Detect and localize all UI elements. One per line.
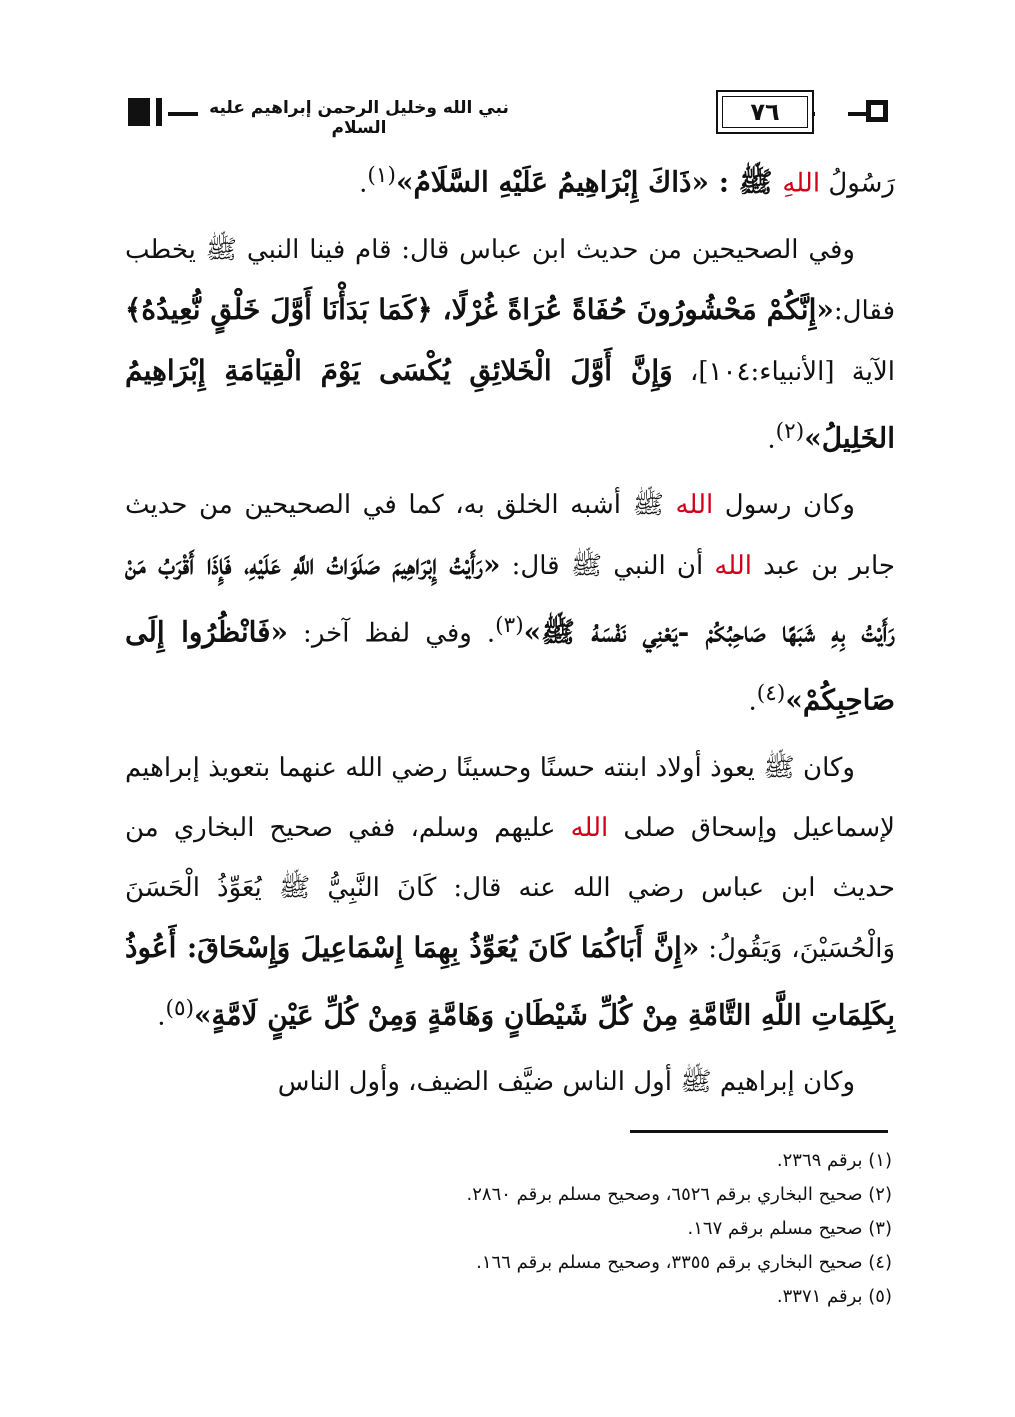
paragraph-1: رَسُولُ اللهِ ﷺ : «ذَاكَ إِبْرَاهِيمُ عَلَيْهِ السَّلَامُ»$^{(١)}$. [359,163,895,199]
header-rule-right [848,112,868,116]
verse-reference: الآية [الأنبياء:١٠٤]، [672,356,896,387]
hadith-quote: «رَأَيْتُ إِبْرَاهِيمَ صَلَوَاتُ اللَّهِ عَلَيْهِ، فَإِذَا أَقْرَبُ مَنْ رَأَيْتُ بِهِ شَبَهًا صَاحِبُكُمْ -يَعْنِي نَفْسَهُ ﷺ» [125,548,896,649]
divine-name: الله [714,551,753,582]
text-run: وفي الصحيحين من حديث ابن عباس قال: قام فينا النبي ﷺ يخطب فقال: [125,234,896,326]
hadith-quote: «فَانْظُرُوا إِلَى صَاحِبِكُمْ» [125,615,895,717]
paragraph-3: وكان رسول الله ﷺ أشبه الخلق به، كما في الصحيحين من حديث جابر بن عبد الله أن النبي ﷺ قال: «رَأَيْتُ إِبْرَاهِيمَ صَلَوَاتُ اللَّهِ عَلَيْهِ، فَإِذَا أَقْرَبُ مَنْ رَأَيْتُ بِهِ شَبَهًا صَاحِبُكُمْ -يَعْنِي نَفْسَهُ ﷺ»$^{(٣)}$. وفي لفظ آخر: «فَانْظُرُوا إِلَى صَاحِبِكُمْ»$^{(٤)}$. [125,490,896,717]
text-run: وكان رسول [713,490,855,521]
paragraph-4: وكان ﷺ يعوذ أولاد ابنته حسنًا وحسينًا رضي الله عنهما بتعويذ إبراهيم لإسماعيل وإسحاق صلى الله عليهم وسلم، ففي صحيح البخاري من حديث ابن عباس رضي الله عنه قال: كَانَ النَّبِيُّ ﷺ يُعَوِّذُ الْحَسَنَ وَالْحُسَيْنَ، وَيَقُولُ: «إِنَّ أَبَاكُمَا كَانَ يُعَوِّذُ بِهِمَا إِسْمَاعِيلَ وَإِسْحَاقَ: أَعُوذُ بِكَلِمَاتِ اللَّهِ التَّامَّةِ مِنْ كُلِّ شَيْطَانٍ وَهَامَّةٍ وَمِنْ كُلِّ عَيْنٍ لَامَّةٍ»$^{(٥)}$. [125,752,895,1032]
footnote-4: (٤) صحيح البخاري برقم ٣٣٥٥، وصحيح مسلم برقم ١٦٦. [476,1252,892,1273]
header-ornament-square [866,100,888,122]
body-text [125,146,895,1112]
divine-name: الله [675,490,714,521]
text-run: ﷺ أشبه الخلق به، كما في الصحيحين من حديث جابر بن عبد [125,490,896,582]
page-number: ٧٦ [750,98,780,126]
hadith-quote: ﷺ : «ذَاكَ إِبْرَاهِيمُ عَلَيْهِ السَّلَامُ» [395,165,783,199]
footnote-3: (٣) صحيح مسلم برقم ١٦٧. [687,1218,892,1239]
footnotes [132,1144,892,1314]
footnote-separator [630,1130,888,1133]
footnote-ref: (٤) [756,680,786,706]
header-ornament-left [128,98,150,126]
footnote-1: (١) برقم ٢٣٦٩. [776,1150,892,1171]
paragraph-2: وفي الصحيحين من حديث ابن عباس قال: قام فينا النبي ﷺ يخطب فقال:«إِنَّكُمْ مَحْشُورُونَ حُفَاةً عُرَاةً غُرْلًا، ﴿كَمَا بَدَأْنَا أَوَّلَ خَلْقٍ نُّعِيدُهُ﴾ الآية [الأنبياء:١٠٤]، وَإِنَّ أَوَّلَ الْخَلائِقِ يُكْسَى يَوْمَ الْقِيَامَةِ إِبْرَاهِيمُ الخَلِيلُ»$^{(٢)}$. [125,234,896,455]
page-header [128,88,893,140]
divine-name: اللهِ [782,168,821,199]
text-run: وكان إبراهيم ﷺ أول الناس ضيَّف الضيف، وأول الناس [277,1067,855,1098]
running-title: نبي الله وخليل الرحمن إبراهيم عليه السلام [198,98,520,138]
text-run: عليهم وسلم، ففي صحيح البخاري من حديث ابن عباس رضي الله عنه قال: كَانَ النَّبِيُّ ﷺ يُعَوِّذُ الْحَسَنَ وَالْحُسَيْنَ، وَيَقُولُ: [125,812,895,964]
text-run: رَسُولُ [820,168,895,199]
footnote-ref: (١) [367,163,396,188]
hadith-quote: وَإِنَّ أَوَّلَ الْخَلائِقِ يُكْسَى يَوْمَ الْقِيَامَةِ إِبْرَاهِيمُ الخَلِيلُ» [125,353,895,455]
text-run: أن النبي ﷺ قال: [500,551,715,582]
header-ornament-left-bar [156,98,162,126]
footnote-ref: (٣) [495,613,524,639]
paragraph-5 [125,1052,895,1112]
text-run: . وفي لفظ آخر: [288,618,496,649]
footnote-ref: (٢) [775,418,805,444]
hadith-quote: «إِنَّ أَبَاكُمَا كَانَ يُعَوِّذُ بِهِمَا إِسْمَاعِيلَ وَإِسْحَاقَ: أَعُوذُ بِكَلِمَاتِ اللَّهِ التَّامَّةِ مِنْ كُلِّ شَيْطَانٍ وَهَامَّةٍ وَمِنْ كُلِّ عَيْنٍ لَامَّةٍ» [125,930,895,1032]
hadith-quote: «إِنَّكُمْ مَحْشُورُونَ حُفَاةً عُرَاةً غُرْلًا، ﴿كَمَا بَدَأْنَا أَوَّلَ خَلْقٍ نُّعِيدُهُ﴾ [125,292,834,326]
footnote-2: (٢) صحيح البخاري برقم ٦٥٢٦، وصحيح مسلم برقم ٢٨٦٠. [466,1184,892,1205]
footnote-ref: (٥) [165,995,195,1021]
divine-name: الله [570,812,609,843]
page-number-frame [716,90,814,134]
footnote-5: (٥) برقم ٣٣٧١. [776,1286,892,1307]
text-run: وكان ﷺ يعوذ أولاد ابنته حسنًا وحسينًا رضي الله عنهما بتعويذ إبراهيم لإسماعيل وإسحاق صلى [125,752,895,843]
